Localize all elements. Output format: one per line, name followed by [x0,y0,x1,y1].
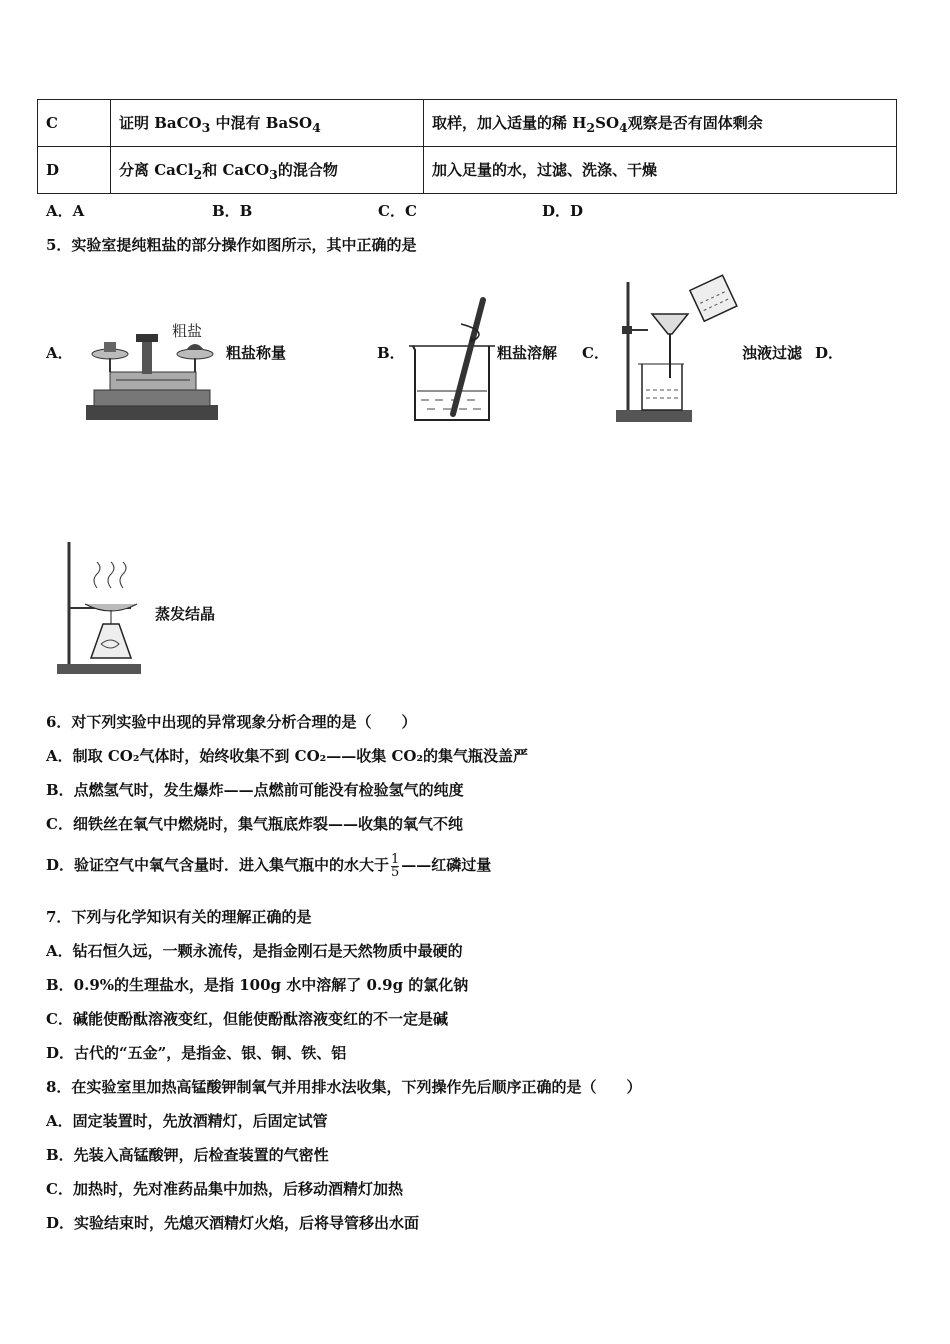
q6-stem: 6．对下列实验中出现的异常现象分析合理的是（ ） [46,713,417,731]
q4-option-d[interactable]: D．D [542,202,584,220]
q5-option-d-letter[interactable]: D． [815,344,844,362]
q5-option-c-caption: 浊液过滤 [742,344,803,362]
q7-option-c[interactable]: C．碱能使酚酞溶液变红，但能使酚酞溶液变红的不一定是碱 [46,1010,448,1028]
filtration-apparatus-icon [612,278,747,426]
q5-option-b-caption: 粗盐溶解 [497,344,558,362]
options-table [37,99,897,194]
q6-option-b[interactable]: B．点燃氢气时，发生爆炸——点燃前可能没有检验氢气的纯度 [46,781,464,799]
table-row [38,100,897,147]
q6-option-c[interactable]: C．细铁丝在氧气中燃烧时，集气瓶底炸裂——收集的氧气不纯 [46,815,463,833]
row-label: C [38,100,111,147]
q5-option-d-caption: 蒸发结晶 [155,605,216,623]
q8-option-d[interactable]: D．实验结束时，先熄灭酒精灯火焰，后将导管移出水面 [46,1214,420,1232]
q4-option-c[interactable]: C．C [378,202,417,220]
q5-option-a-caption: 粗盐称量 [226,344,287,362]
q4-option-b[interactable]: B．B [212,202,253,220]
q8-option-b[interactable]: B．先装入高锰酸钾，后检查装置的气密性 [46,1146,329,1164]
q5-option-c-letter[interactable]: C． [582,344,609,362]
beaker-stirring-icon [405,296,505,424]
q7-stem: 7．下列与化学知识有关的理解正确的是 [46,908,312,926]
row-method: 加入足量的水，过滤、洗涤、干燥 [424,147,897,194]
row-label: D [38,147,111,194]
q7-option-d[interactable]: D．古代的“五金”，是指金、银、铜、铁、铝 [46,1044,347,1062]
q8-option-c[interactable]: C．加热时，先对准药品集中加热，后移动酒精灯加热 [46,1180,403,1198]
row-purpose: 证明 BaCO$_3$ 中混有 BaSO$_4$ [111,100,424,147]
q7-option-b[interactable]: B．0.9%的生理盐水，是指 100g 水中溶解了 0.9g 的氯化钠 [46,976,469,994]
q8-option-a[interactable]: A．固定装置时，先放酒精灯，后固定试管 [46,1112,328,1130]
row-purpose: 分离 CaCl$_2$和 CaCO$_3$的混合物 [111,147,424,194]
q5-option-b-letter[interactable]: B． [377,344,405,362]
row-method: 取样，加入适量的稀 $H_2SO_4$观察是否有固体剩余 [424,100,897,147]
balance-scale-icon [80,320,225,425]
evaporation-apparatus-icon [55,540,147,676]
q8-stem: 8．在实验室里加热高锰酸钾制氧气并用排水法收集，下列操作先后顺序正确的是（ ） [46,1078,642,1096]
table-row [38,147,897,194]
q6-option-a[interactable]: A．制取 CO₂气体时，始终收集不到 CO₂——收集 CO₂的集气瓶没盖严 [46,747,529,765]
q5-stem: 5．实验室提纯粗盐的部分操作如图所示，其中正确的是 [46,236,417,254]
fraction-one-fifth: $\frac{1}{5}$ [391,851,400,880]
q5-option-a-letter[interactable]: A． [46,344,73,362]
balance-label: 粗盐 [172,322,203,340]
q6-option-d[interactable]: D．验证空气中氧气含量时．进入集气瓶中的水大于 $\frac{1}{5}$ ——红磷过量 [46,851,492,880]
q7-option-a[interactable]: A．钻石恒久远，一颗永流传，是指金刚石是天然物质中最硬的 [46,942,463,960]
q4-option-a[interactable]: A．A [46,202,85,220]
